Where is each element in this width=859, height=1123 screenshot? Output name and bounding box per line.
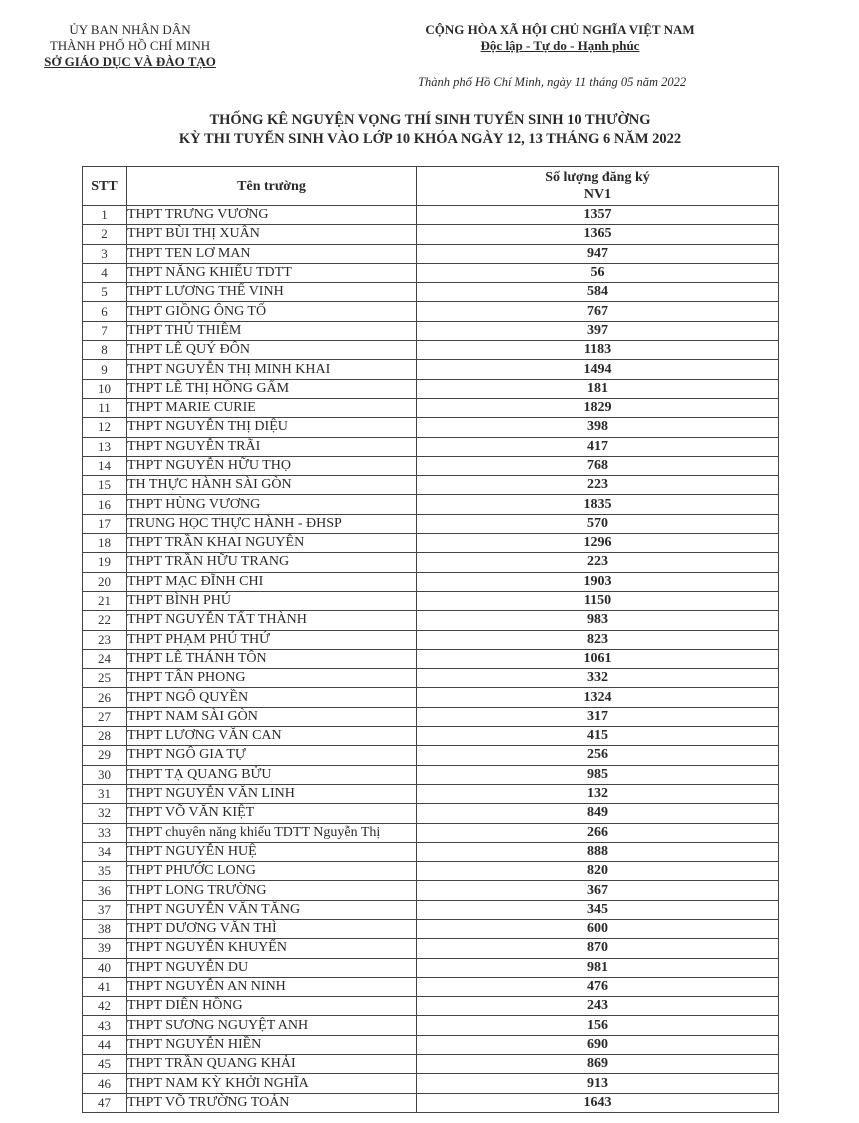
- registration-count: 849: [417, 804, 779, 823]
- row-stt: 29: [83, 746, 127, 765]
- table-row: [83, 649, 779, 668]
- table-row: [83, 514, 779, 533]
- table-row: [83, 746, 779, 765]
- school-name: THPT HÙNG VƯƠNG: [127, 495, 417, 514]
- row-stt: 25: [83, 669, 127, 688]
- document-title-line-1: THỐNG KÊ NGUYỆN VỌNG THÍ SINH TUYỂN SINH 10 THƯỜNG: [209, 112, 651, 128]
- school-name: THPT TRƯNG VƯƠNG: [127, 206, 417, 225]
- school-name: THPT PHƯỚC LONG: [127, 862, 417, 881]
- school-name: THPT GIỒNG ÔNG TỐ: [127, 302, 417, 321]
- school-name: THPT TEN LƠ MAN: [127, 244, 417, 263]
- nation-name: CỘNG HÒA XÃ HỘI CHỦ NGHĨA VIỆT NAM: [425, 22, 695, 37]
- school-name: THPT BÌNH PHÚ: [127, 591, 417, 610]
- row-stt: 13: [83, 437, 127, 456]
- school-name: THPT NAM SÀI GÒN: [127, 707, 417, 726]
- registration-count: 132: [417, 784, 779, 803]
- registration-count: 1365: [417, 225, 779, 244]
- row-stt: 22: [83, 611, 127, 630]
- school-name: TH THỰC HÀNH SÀI GÒN: [127, 476, 417, 495]
- registration-count: 584: [417, 283, 779, 302]
- row-stt: 39: [83, 939, 127, 958]
- header-registration-count: [417, 167, 779, 206]
- school-name: THPT DƯƠNG VĂN THÌ: [127, 919, 417, 938]
- row-stt: 20: [83, 572, 127, 591]
- school-name: THPT NGÔ QUYỀN: [127, 688, 417, 707]
- table-header-row: [83, 167, 779, 206]
- school-name: THPT SƯƠNG NGUYỆT ANH: [127, 1016, 417, 1035]
- authority-line-2: THÀNH PHỐ HỒ CHÍ MINH: [49, 38, 211, 53]
- table-row: [83, 1016, 779, 1035]
- registration-count: 985: [417, 765, 779, 784]
- registration-count: 913: [417, 1074, 779, 1093]
- document-title-line-2: KỲ THI TUYỂN SINH VÀO LỚP 10 KHÓA NGÀY 12, 13 THÁNG 6 NĂM 2022: [178, 131, 682, 147]
- registration-count: 820: [417, 862, 779, 881]
- registration-count: 690: [417, 1035, 779, 1054]
- table-row: [83, 341, 779, 360]
- table-row: [83, 379, 779, 398]
- table-row: [83, 727, 779, 746]
- table-row: [83, 321, 779, 340]
- registration-count: 181: [417, 379, 779, 398]
- row-stt: 47: [83, 1093, 127, 1112]
- registration-count: 397: [417, 321, 779, 340]
- table-row: [83, 283, 779, 302]
- table-row: [83, 939, 779, 958]
- school-name: THPT NGUYỄN THỊ DIỆU: [127, 418, 417, 437]
- school-name: THPT NGUYỄN HIỀN: [127, 1035, 417, 1054]
- school-name: THPT LÊ QUÝ ĐÔN: [127, 341, 417, 360]
- header-count-line-1: Số lượng đăng ký: [545, 170, 650, 185]
- registration-count: 1494: [417, 360, 779, 379]
- registration-count: 570: [417, 514, 779, 533]
- row-stt: 1: [83, 206, 127, 225]
- registration-count: 1829: [417, 398, 779, 417]
- row-stt: 21: [83, 591, 127, 610]
- row-stt: 11: [83, 398, 127, 417]
- row-stt: 14: [83, 456, 127, 475]
- school-name: THPT NGUYỄN DU: [127, 958, 417, 977]
- table-row: [83, 244, 779, 263]
- row-stt: 36: [83, 881, 127, 900]
- registration-count: 332: [417, 669, 779, 688]
- registration-count: 367: [417, 881, 779, 900]
- school-name: THPT TÂN PHONG: [127, 669, 417, 688]
- registration-count: 415: [417, 727, 779, 746]
- table-row: [83, 611, 779, 630]
- row-stt: 10: [83, 379, 127, 398]
- authority-line-1: ỦY BAN NHÂN DÂN: [69, 22, 191, 37]
- table-row: [83, 206, 779, 225]
- registration-count: 1643: [417, 1093, 779, 1112]
- school-name: THPT LƯƠNG THẾ VINH: [127, 283, 417, 302]
- table-row: [83, 958, 779, 977]
- table-row: [83, 1074, 779, 1093]
- row-stt: 28: [83, 727, 127, 746]
- registration-count: 981: [417, 958, 779, 977]
- school-name: THPT MARIE CURIE: [127, 398, 417, 417]
- school-name: THPT DIÊN HỒNG: [127, 997, 417, 1016]
- school-name: THPT NGUYỄN VĂN LINH: [127, 784, 417, 803]
- school-name: THPT NGÔ GIA TỰ: [127, 746, 417, 765]
- row-stt: 18: [83, 534, 127, 553]
- row-stt: 34: [83, 842, 127, 861]
- school-name: THPT TRẦN HỮU TRANG: [127, 553, 417, 572]
- registration-count: 1903: [417, 572, 779, 591]
- department-name: SỞ GIÁO DỤC VÀ ĐÀO TẠO: [44, 54, 216, 69]
- table-row: [83, 707, 779, 726]
- registration-count: 476: [417, 977, 779, 996]
- table-row: [83, 263, 779, 282]
- issuing-authority: [20, 22, 240, 70]
- row-stt: 9: [83, 360, 127, 379]
- registration-count: 888: [417, 842, 779, 861]
- table-row: [83, 591, 779, 610]
- table-row: [83, 225, 779, 244]
- table-row: [83, 456, 779, 475]
- row-stt: 33: [83, 823, 127, 842]
- table-row: [83, 630, 779, 649]
- registration-table: [82, 166, 779, 1113]
- registration-count: 983: [417, 611, 779, 630]
- school-name: THPT LÊ THỊ HỒNG GẤM: [127, 379, 417, 398]
- table-row: [83, 784, 779, 803]
- row-stt: 4: [83, 263, 127, 282]
- registration-count: 1357: [417, 206, 779, 225]
- row-stt: 19: [83, 553, 127, 572]
- header-stt: STT: [83, 167, 127, 206]
- school-name: THPT LƯƠNG VĂN CAN: [127, 727, 417, 746]
- table-row: [83, 572, 779, 591]
- table-row: [83, 688, 779, 707]
- table-body: [83, 206, 779, 1113]
- row-stt: 17: [83, 514, 127, 533]
- row-stt: 44: [83, 1035, 127, 1054]
- registration-count: 600: [417, 919, 779, 938]
- registration-count: 266: [417, 823, 779, 842]
- school-name: THPT THỦ THIÊM: [127, 321, 417, 340]
- row-stt: 6: [83, 302, 127, 321]
- registration-count: 243: [417, 997, 779, 1016]
- row-stt: 23: [83, 630, 127, 649]
- row-stt: 27: [83, 707, 127, 726]
- row-stt: 37: [83, 900, 127, 919]
- row-stt: 30: [83, 765, 127, 784]
- row-stt: 8: [83, 341, 127, 360]
- row-stt: 15: [83, 476, 127, 495]
- school-name: THPT MẠC ĐĨNH CHI: [127, 572, 417, 591]
- school-name: THPT TRẦN KHAI NGUYÊN: [127, 534, 417, 553]
- row-stt: 5: [83, 283, 127, 302]
- registration-count: 767: [417, 302, 779, 321]
- registration-count: 223: [417, 553, 779, 572]
- table-row: [83, 437, 779, 456]
- registration-count: 56: [417, 263, 779, 282]
- table-row: [83, 919, 779, 938]
- row-stt: 42: [83, 997, 127, 1016]
- table-row: [83, 534, 779, 553]
- row-stt: 16: [83, 495, 127, 514]
- table-row: [83, 804, 779, 823]
- row-stt: 40: [83, 958, 127, 977]
- row-stt: 41: [83, 977, 127, 996]
- table-row: [83, 977, 779, 996]
- table-row: [83, 1035, 779, 1054]
- table-row: [83, 765, 779, 784]
- row-stt: 31: [83, 784, 127, 803]
- table-row: [83, 997, 779, 1016]
- table-row: [83, 1055, 779, 1074]
- table-row: [83, 360, 779, 379]
- header-school-name: Tên trường: [127, 167, 417, 206]
- table-row: [83, 553, 779, 572]
- table-row: [83, 302, 779, 321]
- registration-count: 1835: [417, 495, 779, 514]
- row-stt: 12: [83, 418, 127, 437]
- registration-count: 156: [417, 1016, 779, 1035]
- registration-count: 947: [417, 244, 779, 263]
- school-name: THPT NAM KỲ KHỞI NGHĨA: [127, 1074, 417, 1093]
- school-name: THPT LÊ THÁNH TÔN: [127, 649, 417, 668]
- registration-count: 768: [417, 456, 779, 475]
- row-stt: 7: [83, 321, 127, 340]
- registration-count: 417: [417, 437, 779, 456]
- school-name: THPT TRẦN QUANG KHẢI: [127, 1055, 417, 1074]
- registration-count: 1061: [417, 649, 779, 668]
- registration-count: 223: [417, 476, 779, 495]
- school-name: THPT TẠ QUANG BỬU: [127, 765, 417, 784]
- row-stt: 3: [83, 244, 127, 263]
- table-row: [83, 495, 779, 514]
- registration-count: 1324: [417, 688, 779, 707]
- school-name: THPT PHẠM PHÚ THỨ: [127, 630, 417, 649]
- registration-count: 869: [417, 1055, 779, 1074]
- registration-count: 345: [417, 900, 779, 919]
- school-name: THPT NGUYỄN TRÃI: [127, 437, 417, 456]
- table-row: [83, 842, 779, 861]
- school-name: THPT VÕ TRƯỜNG TOẢN: [127, 1093, 417, 1112]
- table-row: [83, 1093, 779, 1112]
- national-header: [400, 22, 720, 54]
- table-row: [83, 881, 779, 900]
- row-stt: 38: [83, 919, 127, 938]
- row-stt: 35: [83, 862, 127, 881]
- school-name: THPT NGUYỄN TẤT THÀNH: [127, 611, 417, 630]
- registration-count: 1150: [417, 591, 779, 610]
- school-name: THPT LONG TRƯỜNG: [127, 881, 417, 900]
- row-stt: 43: [83, 1016, 127, 1035]
- school-name: THPT NGUYỄN KHUYẾN: [127, 939, 417, 958]
- table-row: [83, 398, 779, 417]
- school-name: THPT NGUYỄN AN NINH: [127, 977, 417, 996]
- row-stt: 46: [83, 1074, 127, 1093]
- table-row: [83, 862, 779, 881]
- school-name: THPT NGUYỄN HỮU THỌ: [127, 456, 417, 475]
- registration-count: 317: [417, 707, 779, 726]
- header-count-line-2: NV1: [583, 187, 612, 202]
- row-stt: 45: [83, 1055, 127, 1074]
- row-stt: 32: [83, 804, 127, 823]
- table-row: [83, 900, 779, 919]
- school-name: THPT NĂNG KHIẾU TDTT: [127, 263, 417, 282]
- school-name: TRUNG HỌC THỰC HÀNH - ĐHSP: [127, 514, 417, 533]
- document-date: Thành phố Hồ Chí Minh, ngày 11 tháng 05 năm 2022: [418, 75, 687, 89]
- national-motto: Độc lập - Tự do - Hạnh phúc: [480, 38, 640, 53]
- row-stt: 24: [83, 649, 127, 668]
- school-name: THPT VÕ VĂN KIỆT: [127, 804, 417, 823]
- school-name: THPT NGUYỄN VĂN TĂNG: [127, 900, 417, 919]
- registration-count: 1183: [417, 341, 779, 360]
- table-row: [83, 418, 779, 437]
- registration-count: 256: [417, 746, 779, 765]
- table-row: [83, 476, 779, 495]
- school-name: THPT NGUYỄN THỊ MINH KHAI: [127, 360, 417, 379]
- school-name: THPT chuyên năng khiếu TDTT Nguyễn Thị: [127, 823, 417, 842]
- table-row: [83, 823, 779, 842]
- row-stt: 2: [83, 225, 127, 244]
- school-name: THPT BÙI THỊ XUÂN: [127, 225, 417, 244]
- registration-count: 1296: [417, 534, 779, 553]
- registration-count: 870: [417, 939, 779, 958]
- registration-count: 398: [417, 418, 779, 437]
- table-row: [83, 669, 779, 688]
- row-stt: 26: [83, 688, 127, 707]
- school-name: THPT NGUYỄN HUỆ: [127, 842, 417, 861]
- registration-count: 823: [417, 630, 779, 649]
